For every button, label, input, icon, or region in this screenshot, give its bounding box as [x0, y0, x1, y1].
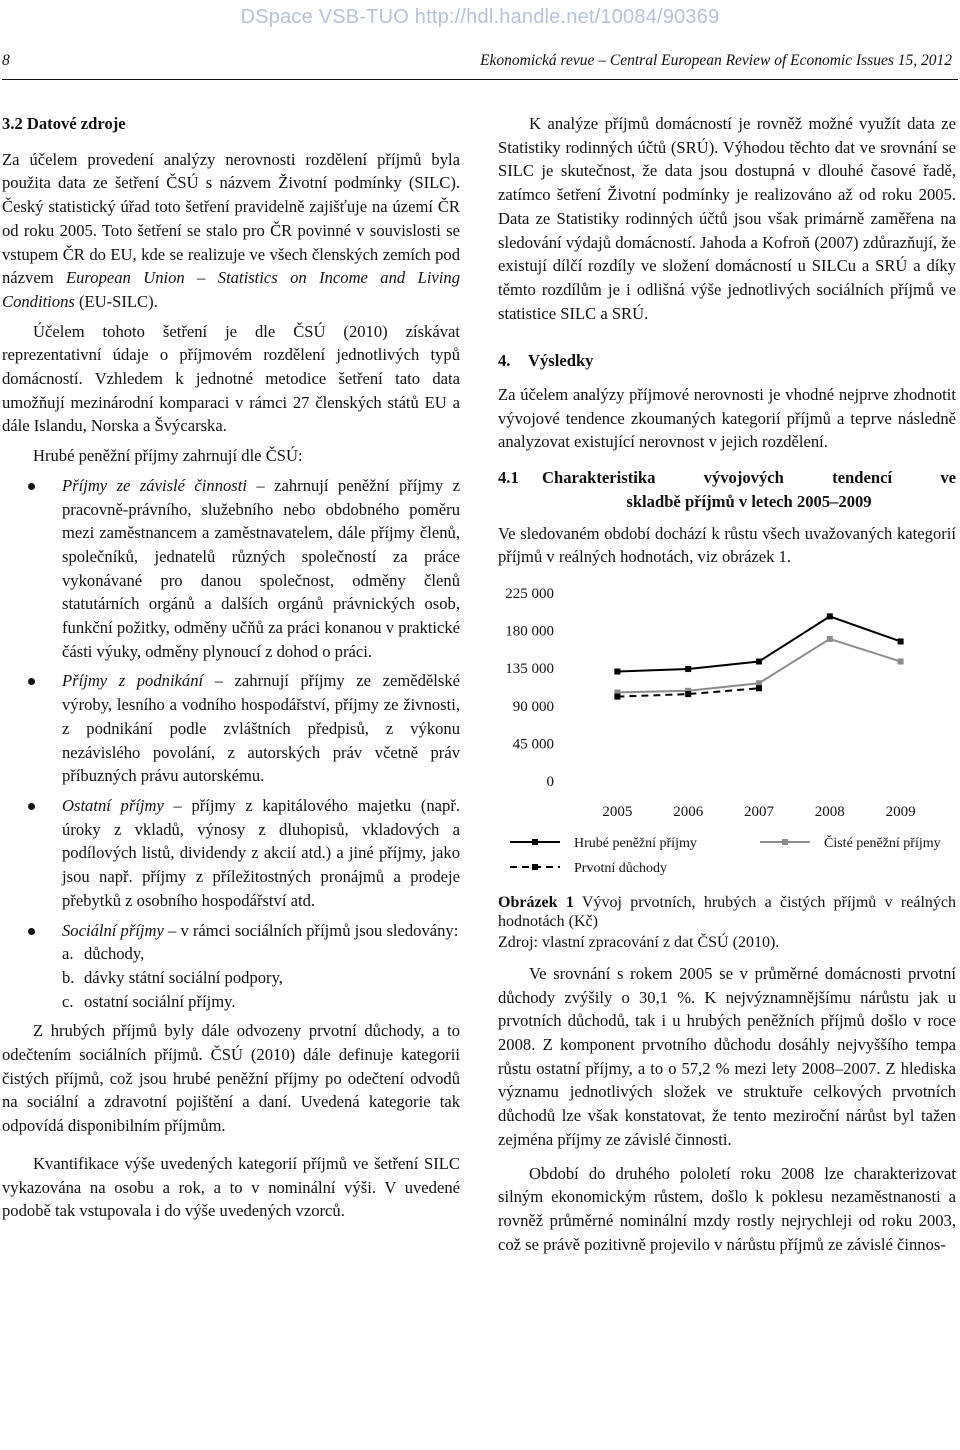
subsection-heading-4-1	[498, 466, 956, 513]
sublist-marker: b.	[62, 967, 75, 987]
figure-caption	[498, 893, 956, 931]
caption-label: Obrázek 1	[498, 893, 574, 911]
sublist-text: důchody,	[84, 944, 145, 964]
legend-marker	[532, 839, 538, 845]
section-title: Výsledky	[528, 351, 594, 371]
paragraph: Období do druhého pololetí roku 2008 lze charakterizovat silným ekonomickým růstem, došlo k poklesu nezaměstnanosti a rovněž průměrné nominální mzdy rostly nejrychleji od roku 2003, což se právě pozitivně projevilo v nárůstu příjmů ze závislé činnos-	[498, 1163, 956, 1254]
bullet-icon	[28, 928, 35, 935]
legend-label: Prvotní důchody	[574, 860, 667, 876]
paragraph: Z hrubých příjmů byly dále odvozeny prvotní důchody, a to odečtením sociálních příjmů. ČSÚ (2010) dále definuje kategorii čistých příjmů, což jsou hrubé peněžní příjmy po odečtení odvodů na sociální a zdravotní pojištění a daní. Uvedená kategorie tak odpovídá disponibilním příjmům.	[2, 1021, 460, 1136]
running-header	[0, 52, 960, 76]
data-point	[898, 658, 904, 664]
left-column	[2, 112, 460, 1223]
social-income-sublist	[62, 942, 460, 1013]
data-point	[685, 666, 691, 672]
y-tick-label: 45 000	[512, 736, 554, 753]
list-item	[2, 919, 460, 1014]
sublist-item	[62, 966, 460, 990]
paragraph: Za účelem analýzy příjmové nerovnosti je vhodné nejprve zhodnotit vývojové tendence zkoumaných kategorií příjmů a teprve následně analyzovat existující nerovnost v jejich rozdělení.	[498, 385, 956, 452]
data-point	[756, 685, 762, 691]
line-chart	[498, 579, 956, 879]
data-point	[898, 638, 904, 644]
list-text: – v rámci sociálních příjmů jsou sledovány:	[163, 920, 459, 940]
section-heading-4	[498, 349, 956, 373]
sublist-item	[62, 942, 460, 966]
list-term: Příjmy z podnikání	[62, 671, 204, 691]
figure-1-chart	[498, 579, 956, 879]
subsection-title	[542, 466, 956, 513]
x-tick-label: 2005	[602, 803, 633, 820]
list-text: – zahrnují peněžní příjmy z pracovně-právního, služebního nebo obdobného poměru mezi zaměstnancem a zaměstnavatelem, dále příjmy členů, společníků, jednatelů různých společností za práce vykonávané pro danou společnost, odměny členů statutárních orgánů a dalších orgánů právnických osob, funkční požitky, odměny učňů za práci konanou v praktické části výuky, odměny plynoucí z dohod o práci.	[62, 475, 460, 661]
sublist-text: ostatní sociální příjmy.	[84, 991, 236, 1011]
y-tick-label: 0	[546, 773, 554, 790]
list-item	[2, 794, 460, 913]
paragraph: Ve sledovaném období dochází k růstu všech uvažovaných kategorií příjmů v reálných hodnotách, viz obrázek 1.	[498, 523, 956, 567]
x-tick-label: 2008	[814, 803, 845, 820]
data-point	[827, 613, 833, 619]
y-tick-label: 90 000	[512, 698, 554, 715]
sublist-marker: c.	[62, 991, 74, 1011]
page-number: 8	[2, 52, 10, 69]
figure-source: Zdroj: vlastní zpracování z dat ČSÚ (2010).	[498, 933, 780, 951]
data-point	[827, 636, 833, 642]
bullet-icon	[28, 803, 35, 810]
paragraph	[2, 148, 460, 314]
journal-title: Ekonomická revue – Central European Review of Economic Issues 15, 2012	[480, 52, 952, 69]
list-term: Ostatní příjmy	[62, 795, 164, 815]
list-text: – zahrnují příjmy ze zemědělské výroby, lesního a vodního hospodářství, příjmy ze živnosti, z podnikání podle zvláštních předpisů, z výkonu nezávislého povolání, z autorských práv včetně práv příbuzných právu autorskému.	[62, 671, 460, 786]
list-text: – příjmy z kapitálového majetku (např. úroky z vkladů, výnosy z dluhopisů, vkladových a podílových listů, dividendy z akcií atd.) a jiné příjmy, jako jsou např. příjmy z příležitostných pronájmů a prodeje přebytků z osobního hospodářství atd.	[62, 795, 460, 910]
legend-marker	[532, 864, 538, 870]
watermark[interactable]: DSpace VSB-TUO http://hdl.handle.net/10084/90369	[240, 6, 720, 28]
paragraph: Kvantifikace výše uvedených kategorií příjmů ve šetření SILC vykazována na osobu a rok, a to v nominální výši. V uvedené podobě tak vstupovala i do výše uvedených vzorců.	[2, 1153, 460, 1221]
y-tick-label: 135 000	[505, 661, 554, 678]
section-heading-3-2: 3.2 Datové zdroje	[2, 114, 126, 133]
data-point	[614, 694, 620, 700]
bullet-icon	[28, 678, 35, 685]
bullet-icon	[28, 483, 35, 490]
legend-label: Čisté peněžní příjmy	[824, 835, 941, 851]
sublist-marker: a.	[62, 944, 74, 964]
subsection-title-line: skladbě příjmů v letech 2005–2009	[626, 491, 872, 511]
x-tick-label: 2006	[673, 803, 704, 820]
paragraph-text: (EU-SILC).	[74, 291, 158, 311]
paragraph: K analýze příjmů domácností je rovněž možné využít data ze Statistiky rodinných účtů (SRÚ). Výhodou těchto dat ve srovnání se SILC je skutečnost, že data jsou dostupná v dlouhé časové řadě, zatímco šetření Životní podmínky je realizováno až od roku 2005. Data ze Statistiky rodinných účtů jsou však primárně zaměřena na sledování výdajů domácností. Jahoda a Kofroň (2007) zdůrazňují, že existují dílčí rozdíly ve složení domácností u SILCu a SRÚ a díky těmto rozdílům je i odlišná výše jednotlivých sociálních příjmů ve statistice SILC a SRÚ.	[498, 114, 956, 323]
sublist-item	[62, 990, 460, 1014]
data-point	[614, 668, 620, 674]
subsection-number: 4.1	[498, 468, 519, 488]
section-number: 4.	[498, 351, 511, 371]
subsection-title-line: Charakteristika vývojových tendencí ve	[542, 468, 956, 488]
sublist-text: dávky státní sociální podpory,	[84, 967, 283, 987]
header-rule	[2, 79, 958, 80]
paragraph: Ve srovnání s rokem 2005 se v průměrné domácnosti prvotní důchody zvýšily o 30,1 %. K nejvýznamnějšímu nárůstu jak u prvotních důchodů, tak i u hrubých peněžních příjmů došlo v roce 2008. Z komponent prvotního důchodu dosáhly nejvyššího tempa růstu ostatní příjmy, a to o 57,2 % mezi lety 2008–2007. Z hlediska významu jednotlivých složek ve struktuře celkových prvotních důchodů lze však konstatovat, že tento meziroční nárůst byl tažen zejména příjmy ze závislé činnosti.	[498, 963, 956, 1149]
data-point	[685, 691, 691, 697]
x-tick-label: 2007	[744, 803, 774, 820]
income-types-list	[2, 474, 460, 1013]
legend-marker	[782, 839, 788, 845]
list-item	[2, 474, 460, 664]
y-tick-label: 180 000	[505, 623, 554, 640]
list-term: Příjmy ze závislé činnosti	[62, 475, 247, 495]
y-tick-label: 225 000	[505, 585, 554, 602]
right-column	[498, 112, 956, 1256]
x-tick-label: 2009	[885, 803, 916, 820]
legend-label: Hrubé peněžní příjmy	[574, 835, 697, 851]
paragraph: Hrubé peněžní příjmy zahrnují dle ČSÚ:	[33, 446, 303, 466]
list-term: Sociální příjmy	[62, 920, 164, 940]
paragraph-text: Za účelem provedení analýzy nerovnosti rozdělení příjmů byla použita data ze šetření ČSÚ s názvem Životní podmínky (SILC). Český statistický úřad toto šetření pravidelně zajišťuje na území ČR od roku 2005. Toto šetření se stalo pro ČR povinné v souvislosti se vstupem ČR do EU, kde se realizuje ve všech členských zemích pod názvem	[2, 149, 460, 288]
caption-text: Vývoj prvotních, hrubých a čistých příjmů v reálných hodnotách (Kč)	[498, 893, 957, 930]
list-item	[2, 669, 460, 788]
data-point	[756, 658, 762, 664]
italic-term: European Union – Statistics on Income and Living Conditions	[2, 268, 460, 311]
paragraph: Účelem tohoto šetření je dle ČSÚ (2010) získávat reprezentativní údaje o příjmovém rozdělení jednotlivých typů domácností. Vzhledem k jednotné metodice šetření tato data umožňují mezinárodní komparaci v rámci 27 členských států EU a dále Islandu, Norska a Švýcarska.	[2, 321, 460, 436]
